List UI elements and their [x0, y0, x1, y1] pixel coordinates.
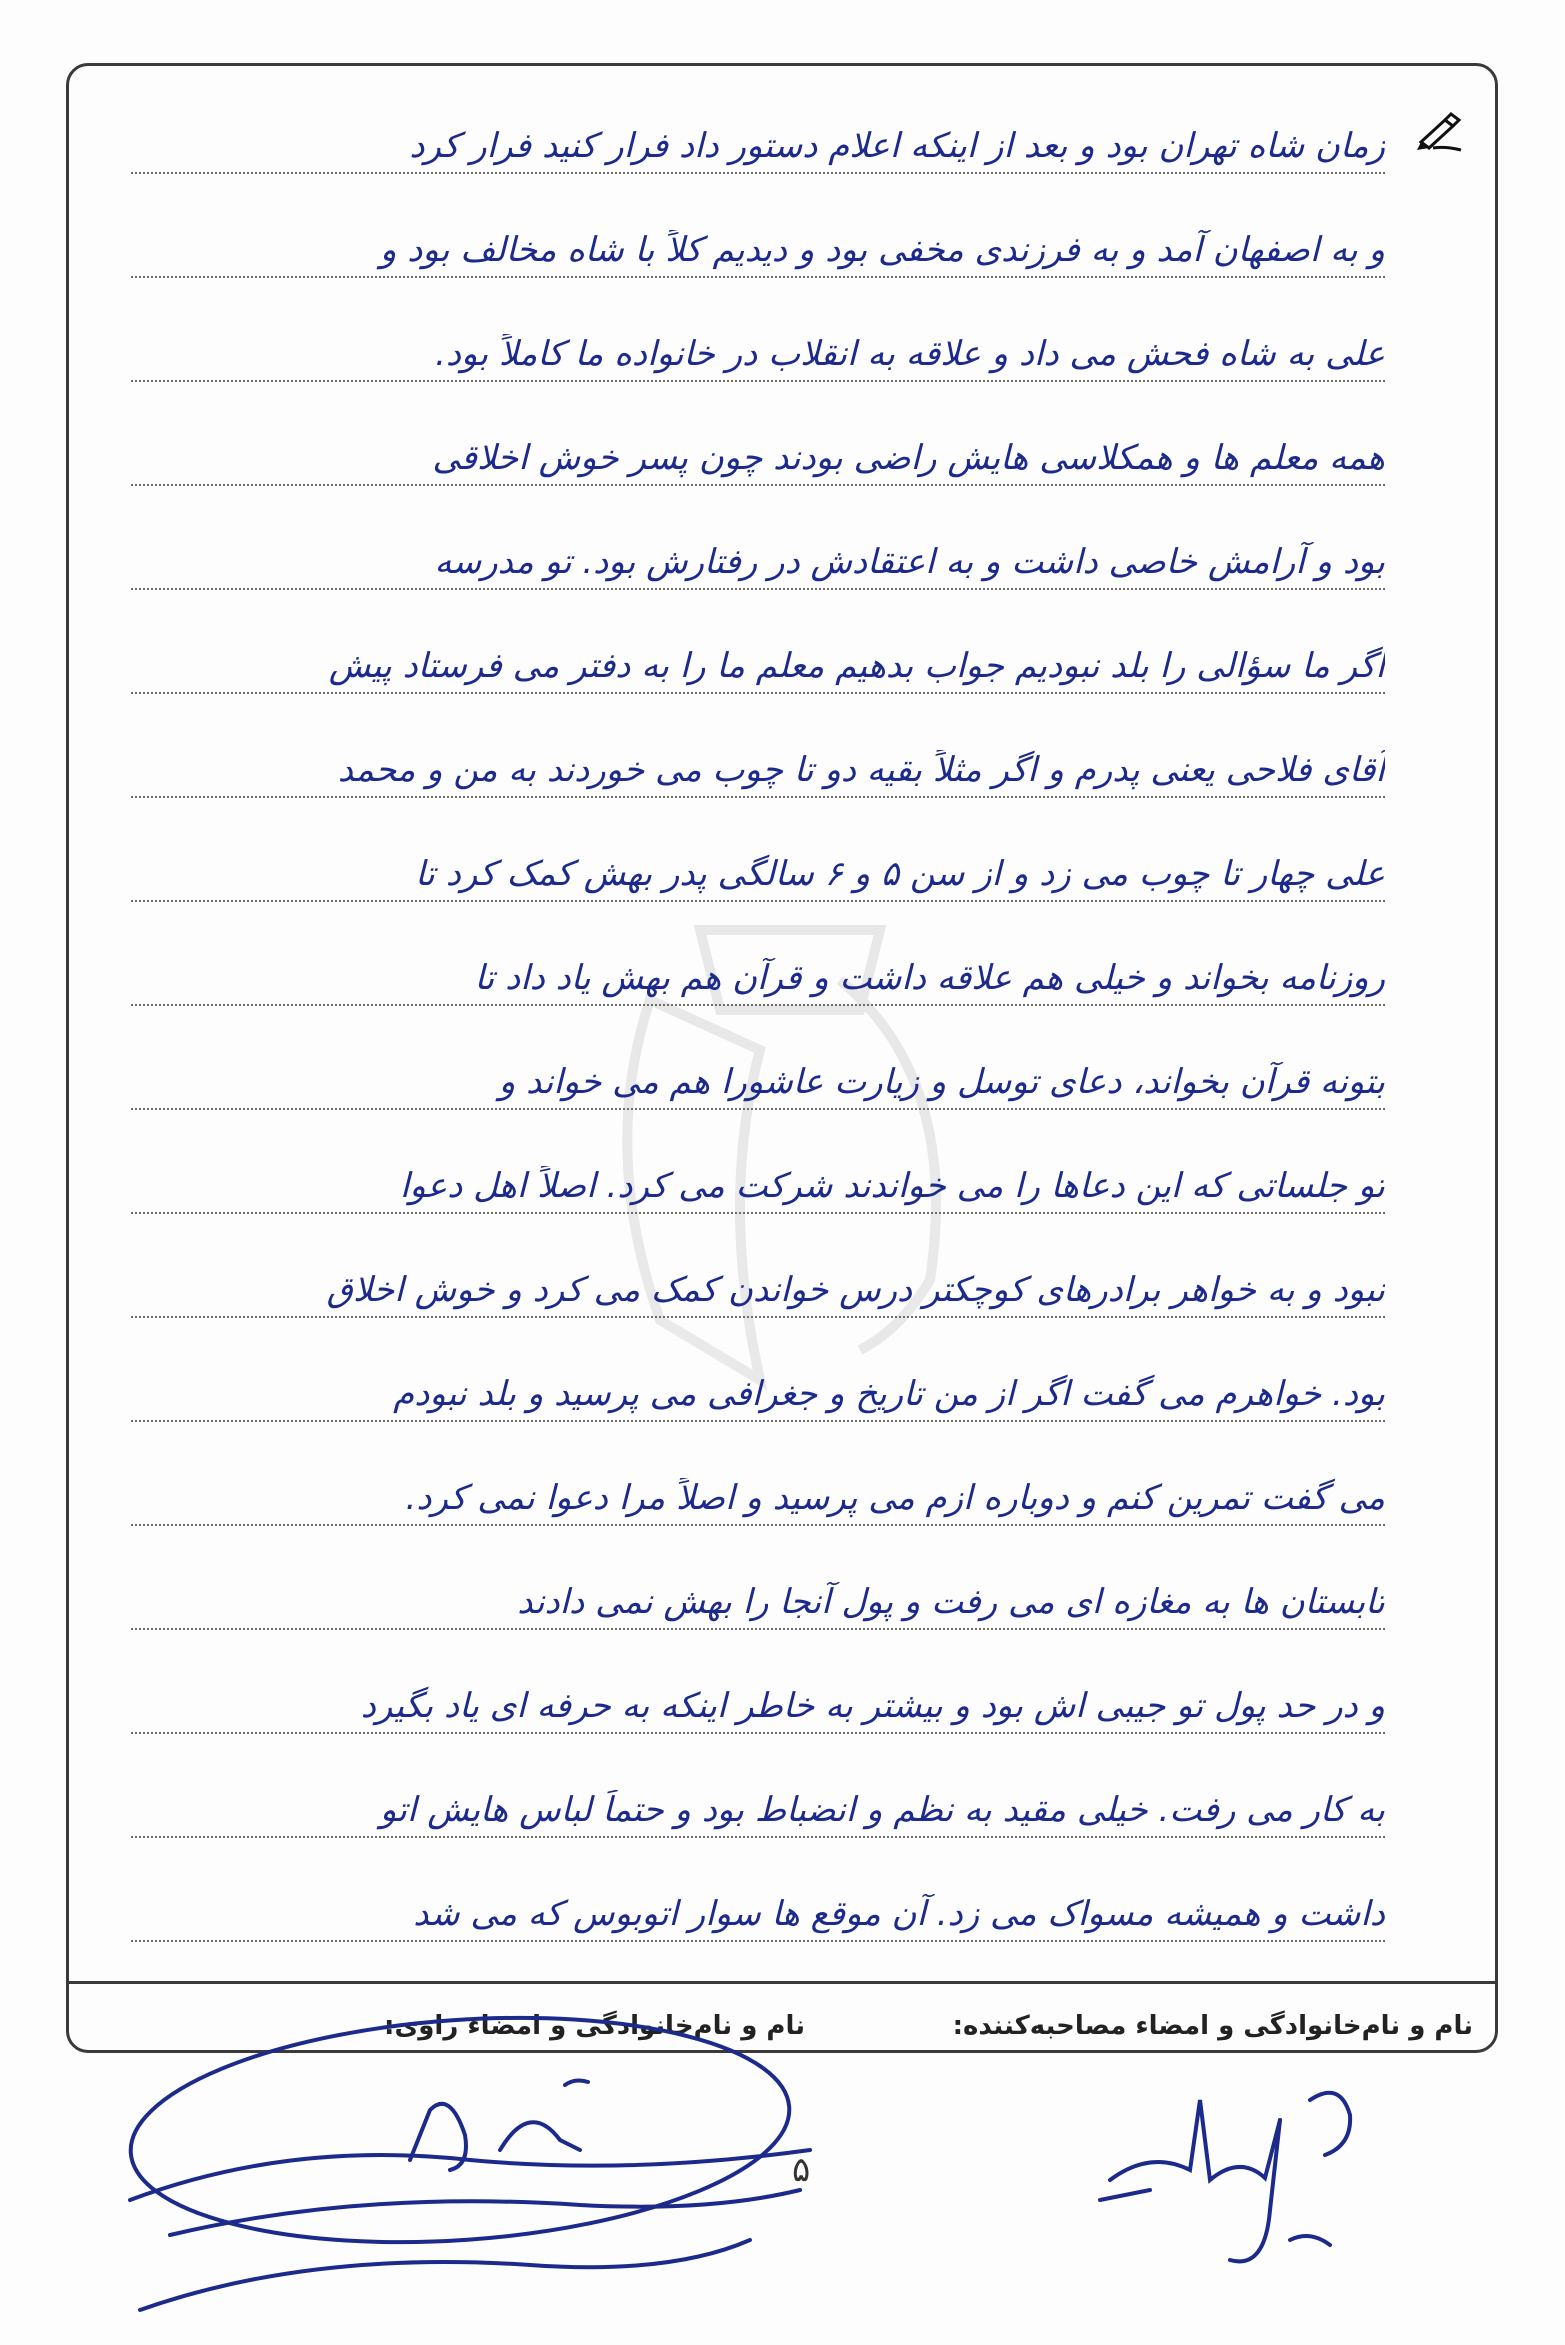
page-number: ۵ — [792, 2150, 811, 2190]
handwritten-line: تو جلساتی که این دعاها را می خواندند شرکت می کرد. اصلاً اهل دعوا — [399, 1166, 1385, 1206]
text-line — [131, 924, 1385, 1006]
text-line — [131, 612, 1385, 694]
interviewer-signature — [1090, 2060, 1420, 2300]
handwritten-line: بود. خواهرم می گفت اگر از من تاریخ و جغرافی می پرسید و بلد نبودم — [393, 1374, 1385, 1414]
text-line — [131, 92, 1385, 174]
text-line — [131, 300, 1385, 382]
footer-divider — [69, 1981, 1495, 1984]
handwritten-line: تابستان ها به مغازه ای می رفت و پول آنجا را بهش نمی دادند — [517, 1582, 1385, 1622]
text-line — [131, 1340, 1385, 1422]
interviewer-signature-label: نام و نام‌خانوادگی و امضاء مصاحبه‌کننده: — [952, 2011, 1473, 2041]
text-line — [131, 1860, 1385, 1942]
text-line — [131, 1548, 1385, 1630]
handwritten-line: می گفت تمرین کنم و دوباره ازم می پرسید و اصلاً مرا دعوا نمی کرد. — [405, 1478, 1385, 1518]
text-line — [131, 404, 1385, 486]
handwritten-line: علی چهار تا چوب می زد و از سن ۵ و ۶ سالگی پدر بهش کمک کرد تا — [415, 854, 1385, 894]
text-line — [131, 1236, 1385, 1318]
text-line — [131, 820, 1385, 902]
page-frame — [66, 63, 1498, 2053]
handwritten-line: علی به شاه فحش می داد و علاقه به انقلاب در خانواده ما کاملاً بود. — [435, 334, 1385, 374]
handwritten-line: نبود و به خواهر برادرهای کوچکتر درس خواندن کمک می کرد و خوش اخلاق — [326, 1270, 1385, 1310]
text-line — [131, 1444, 1385, 1526]
handwritten-line: زمان شاه تهران بود و بعد از اینکه اعلام دستور داد فرار کنید فرار کرد — [409, 126, 1385, 166]
handwritten-line: بود و آرامش خاصی داشت و به اعتقادش در رفتارش بود. تو مدرسه — [434, 542, 1385, 582]
text-line — [131, 1756, 1385, 1838]
handwritten-line: و در حد پول تو جیبی اش بود و بیشتر به خاطر اینکه به حرفه ای یاد بگیرد — [360, 1686, 1385, 1726]
text-line — [131, 716, 1385, 798]
handwritten-line: آقای فلاحی یعنی پدرم و اگر مثلاً بقیه دو تا چوب می خوردند به من و محمد — [337, 750, 1385, 790]
handwritten-line: اگر ما سؤالی را بلد نبودیم جواب بدهیم معلم ما را به دفتر می فرستاد پیش — [328, 646, 1385, 686]
text-line — [131, 1028, 1385, 1110]
text-line — [131, 1132, 1385, 1214]
handwritten-line: داشت و همیشه مسواک می زد. آن موقع ها سوار اتوبوس که می شد — [413, 1894, 1385, 1934]
handwritten-line: روزنامه بخواند و خیلی هم علاقه داشت و قرآن هم بهش یاد داد تا — [474, 958, 1385, 998]
text-line — [131, 196, 1385, 278]
text-line — [131, 1652, 1385, 1734]
handwritten-line: و به اصفهان آمد و به فرزندی مخفی بود و دیدیم کلاً با شاه مخالف بود و — [380, 230, 1385, 270]
text-line — [131, 508, 1385, 590]
handwritten-line: بتونه قرآن بخواند، دعای توسل و زیارت عاشورا هم می خواند و — [498, 1062, 1385, 1102]
narrator-signature-label: نام و نام‌خانوادگی و امضاء راوی: — [384, 2011, 805, 2041]
handwritten-text-area — [69, 66, 1495, 2050]
handwritten-line: به کار می رفت. خیلی مقید به نظم و انضباط بود و حتماً لباس هایش اتو — [379, 1790, 1385, 1830]
handwritten-line: همه معلم ها و همکلاسی هایش راضی بودند چون پسر خوش اخلاقی — [432, 438, 1385, 478]
narrator-signature — [110, 2000, 850, 2330]
